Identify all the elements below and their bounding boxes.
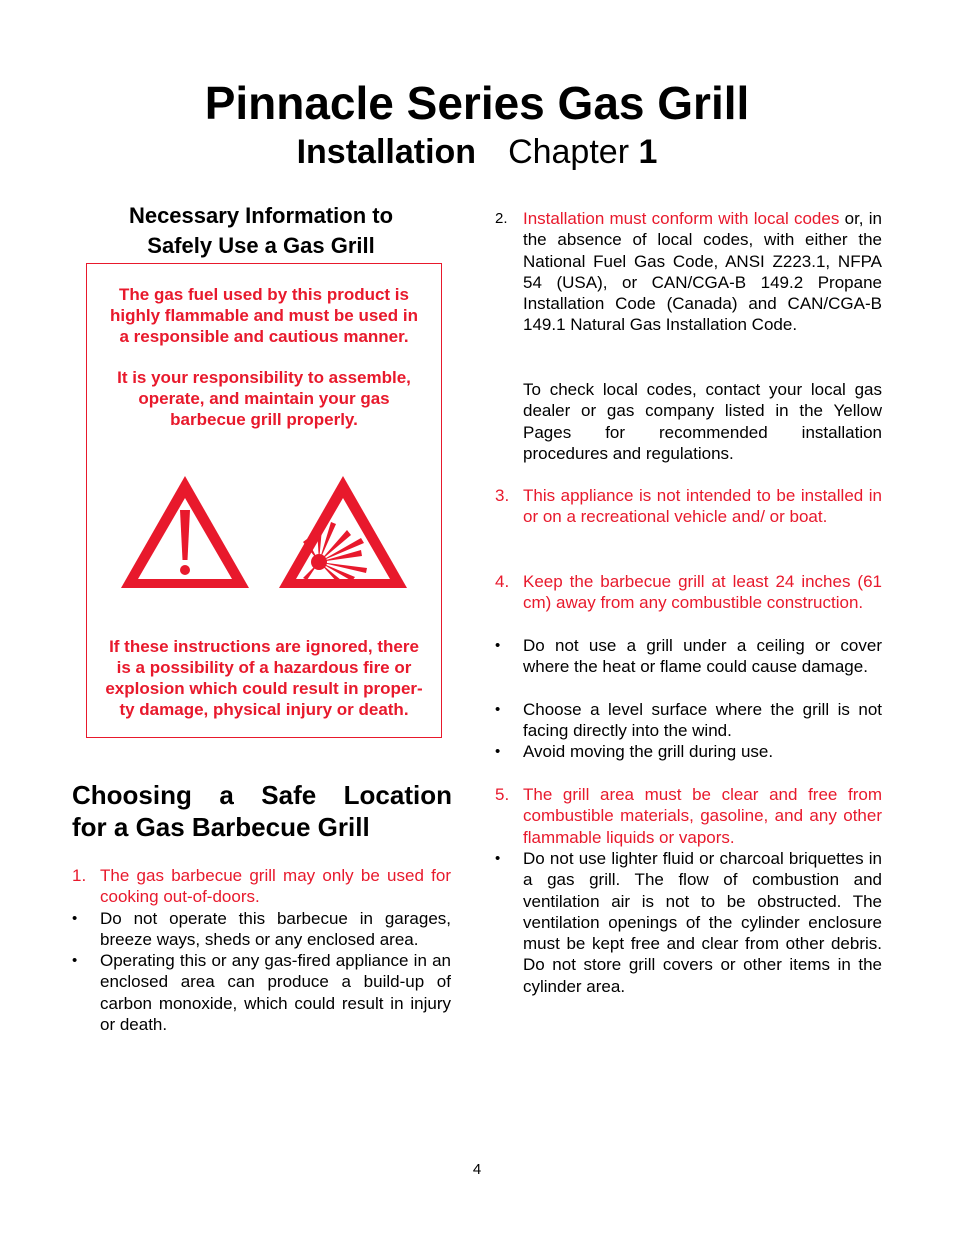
chapter-subtitle <box>0 131 954 173</box>
warning-line: barbecue grill properly. <box>170 410 358 429</box>
list-item <box>72 908 451 951</box>
bullet: • <box>495 850 501 867</box>
list-item <box>495 208 882 336</box>
necessary-heading-line-2: Safely Use a Gas Grill <box>147 233 375 258</box>
item-number: 5. <box>495 785 510 804</box>
explosion-warning-icon <box>279 476 407 588</box>
item-text: Operating this or any gas-fired appliance in an enclosed area can produce a build-up of carbon monoxide, which could result in injury or death. <box>100 951 451 1034</box>
warning-line: is a possibility of a hazardous fire or <box>116 658 412 677</box>
item-text: The gas barbecue grill may only be used for cooking out-of-doors. <box>100 866 451 907</box>
page-number: 4 <box>472 1161 482 1178</box>
item-number: 3. <box>495 486 510 505</box>
bullet: • <box>495 637 501 654</box>
list-item <box>495 635 882 678</box>
subtitle-chapter: Chapter <box>508 133 630 171</box>
page-title: Pinnacle Series Gas Grill <box>204 77 750 129</box>
item-red-text: Installation must conform with local codes <box>523 209 840 228</box>
item-text: or, in the absence of local codes, with either the National Fuel Gas Code, ANSI Z223.1, NFPA 54 (USA), or CAN/CGA-B 149.2 Propane Installation Code (Canada) and CAN/CGA-B 149.1 Natural Gas Installation Code. <box>523 209 882 335</box>
list-item <box>495 485 882 528</box>
list-item <box>495 848 882 997</box>
item-text: Choose a level surface where the grill is not facing directly into the wind. <box>523 700 882 741</box>
item-text: To check local codes, contact your local gas dealer or gas company listed in the Yellow Pages for recommended installation procedures and regulations. <box>523 380 882 463</box>
item-text: The grill area must be clear and free from combustible materials, gasoline, and any other flammable liquids or vapors. <box>523 785 882 847</box>
list-item <box>495 741 882 762</box>
warning-box <box>86 263 442 738</box>
item-text: This appliance is not intended to be installed in or on a recreational vehicle and/ or boat. <box>523 486 882 527</box>
item-text: Do not use lighter fluid or charcoal briquettes in a gas grill. The flow of combustion and ventilation air is not to be obstructed. The ventilation openings of the cylinder enclosure must be kept free and clear from other debris. Do not store grill covers or other items in the cylinder area. <box>523 849 882 996</box>
subtitle-installation: Installation <box>296 133 477 171</box>
bullet: • <box>72 952 78 969</box>
warning-line: ty damage, physical injury or death. <box>119 700 409 719</box>
warning-icons <box>117 472 417 597</box>
item-number: 2. <box>495 210 508 227</box>
necessary-info-heading <box>72 201 450 261</box>
warning-line: The gas fuel used by this product is <box>119 285 409 304</box>
warning-line: explosion which could result in proper- <box>105 679 423 698</box>
warning-paragraph-1 <box>87 284 441 347</box>
choosing-heading-line-1: Choosing a Safe Location <box>72 780 452 810</box>
warning-line: highly flammable and must be used in <box>110 306 418 325</box>
warning-line: If these instructions are ignored, there <box>109 637 419 656</box>
subtitle-chapter-number: 1 <box>638 133 658 171</box>
warning-paragraph-3 <box>87 636 441 720</box>
warning-line: a responsible and cautious manner. <box>119 327 409 346</box>
warning-line: It is your responsibility to assemble, <box>117 368 411 387</box>
list-item <box>495 784 882 848</box>
list-item <box>495 571 882 614</box>
item-number: 4. <box>495 572 510 591</box>
item-text: Avoid moving the grill during use. <box>523 742 774 761</box>
warning-line: operate, and maintain your gas <box>138 389 390 408</box>
warning-paragraph-2 <box>87 367 441 430</box>
bullet: • <box>495 743 501 760</box>
choosing-heading-line-2: for a Gas Barbecue Grill <box>72 812 370 842</box>
necessary-heading-line-1: Necessary Information to <box>128 203 394 228</box>
list-item <box>72 865 451 908</box>
item-text: Do not operate this barbecue in garages, breeze ways, sheds or any enclosed area. <box>100 909 451 950</box>
bullet: • <box>72 910 78 927</box>
list-item <box>495 699 882 742</box>
exclamation-warning-icon <box>121 476 249 588</box>
item-text: Keep the barbecue grill at least 24 inches (61 cm) away from any combustible construction. <box>523 572 882 613</box>
item-text: Do not use a grill under a ceiling or cover where the heat or flame could cause damage. <box>523 636 882 677</box>
choosing-location-heading <box>72 779 452 843</box>
item-number: 1. <box>72 866 87 885</box>
list-item <box>72 950 451 1035</box>
bullet: • <box>495 701 501 718</box>
list-item <box>495 379 882 464</box>
